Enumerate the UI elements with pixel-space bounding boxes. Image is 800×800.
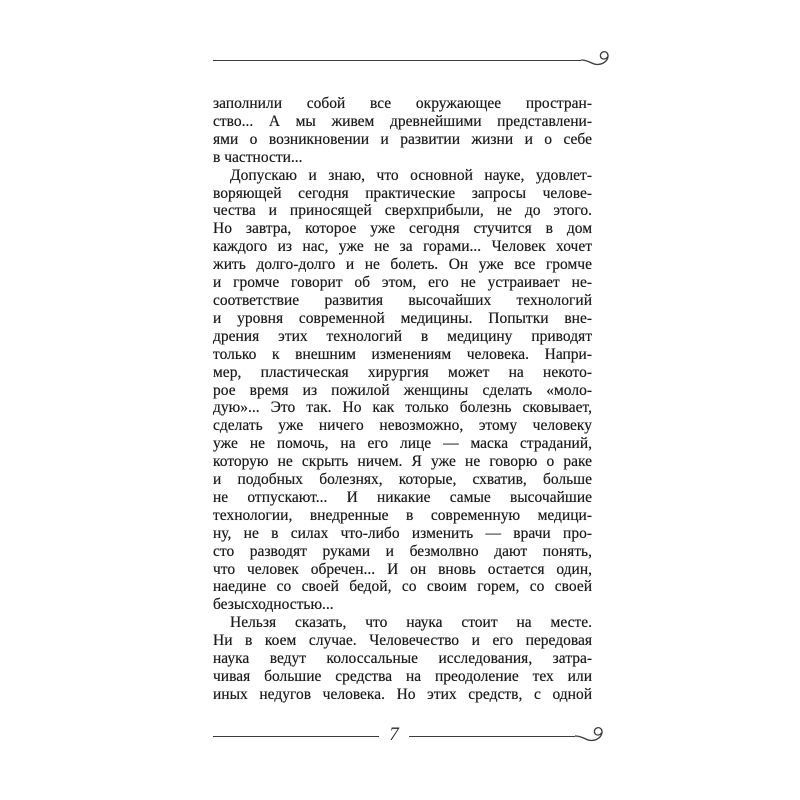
text-line: сто разводят руками и безмолвно дают понять,: [213, 542, 592, 560]
text-line: не отпускают... И никакие самые высочайшие: [213, 488, 592, 506]
text-line: чества и приносящей сверхприбыли, не до этого.: [213, 202, 592, 220]
horizontal-rule: [409, 736, 575, 737]
text-line: технологии, внедренные в современную медици-: [213, 506, 592, 524]
text-line: наука ведут колоссальные исследования, затра-: [213, 650, 592, 668]
curl-flourish-icon: [575, 726, 605, 746]
text-line: иных недугов человека. Но этих средств, с одной: [213, 685, 592, 703]
text-line: Ни в коем случае. Человечество и его передовая: [213, 632, 592, 650]
text-line: уже не помочь, на его лице — маска страданий,: [213, 435, 592, 453]
paragraph: [213, 614, 592, 704]
text-line: ну, не в силах что-либо изменить — врачи про-: [213, 524, 592, 542]
paragraph: [213, 167, 592, 615]
text-line: воряющей сегодня практические запросы челове-: [213, 184, 592, 202]
footer-rule: [213, 726, 605, 746]
paragraph: [213, 95, 592, 167]
text-line: только к внешним изменениям человека. Напри-: [213, 345, 592, 363]
curl-flourish-icon: [581, 50, 611, 70]
text-line: соответствие развития высочайших технологий: [213, 291, 592, 309]
text-line: и уровня современной медицины. Попытки вне-: [213, 309, 592, 327]
text-line: сделать уже ничего невозможно, этому человеку: [213, 417, 592, 435]
horizontal-rule: [213, 736, 379, 737]
header-rule: [213, 50, 611, 70]
text-line: Нельзя сказать, что наука стоит на месте.: [230, 614, 592, 632]
text-line: Но завтра, которое уже сегодня стучится в дом: [213, 220, 592, 238]
text-line: и подобных болезнях, которые, схватив, больше: [213, 471, 592, 489]
text-line: дрения этих технологий в медицину приводят: [213, 327, 592, 345]
text-line: которую не скрыть ничем. Я уже не говорю о раке: [213, 453, 592, 471]
horizontal-rule: [213, 60, 581, 61]
page-text: [213, 95, 592, 704]
text-line: в частности...: [213, 148, 303, 166]
text-line: ство... А мы живем древнейшими представлени-: [213, 112, 592, 130]
text-line: безысходностью...: [213, 596, 334, 614]
text-line: наедине со своей бедой, со своим горем, со своей: [213, 578, 592, 596]
text-line: заполнили собой все окружающее простран-: [213, 95, 592, 112]
text-line: ями о возникновении и развитии жизни и о себе: [213, 130, 592, 148]
text-line: каждого из нас, уже не за горами... Человек хочет: [213, 238, 592, 256]
text-line: жить долго-долго и не болеть. Он уже все громче: [213, 256, 592, 274]
text-line: что человек обречен... И он вновь остается один,: [213, 560, 592, 578]
text-line: рое время из пожилой женщины сделать «моло-: [213, 381, 592, 399]
text-line: Допускаю и знаю, что основной науке, удовлет-: [230, 166, 592, 184]
text-line: дую»... Это так. Но как только болезнь сковывает,: [213, 399, 592, 417]
page-number: 7: [389, 724, 399, 745]
text-line: чивая большие средства на преодоление тех или: [213, 668, 592, 685]
text-line: и громче говорит об этом, его не устраивает не-: [213, 274, 592, 292]
text-line: мер, пластическая хирургия может на некото-: [213, 363, 592, 381]
